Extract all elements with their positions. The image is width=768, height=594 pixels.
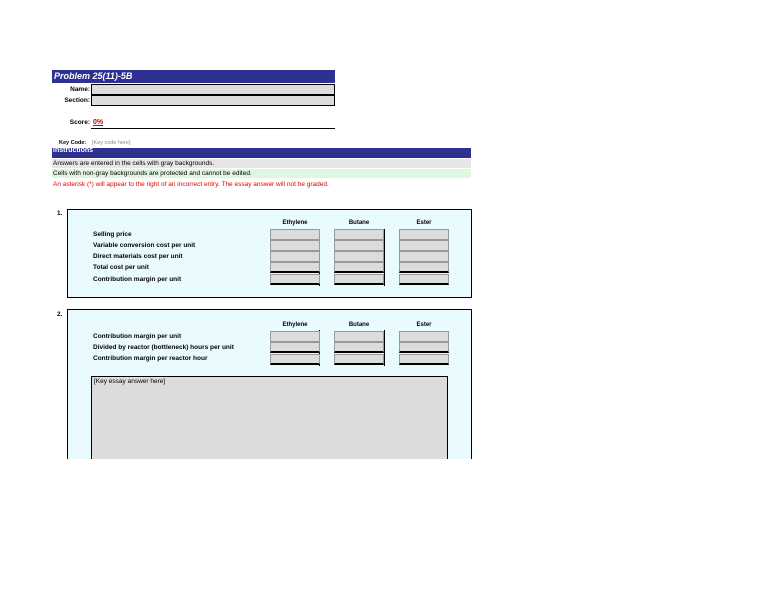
part1-row-label: Variable conversion cost per unit [93, 242, 196, 249]
part2-cell[interactable] [334, 342, 384, 353]
score-value: 0% [93, 119, 104, 126]
part1-cell[interactable] [270, 274, 320, 285]
part1-cell[interactable] [334, 229, 384, 240]
instructions-title: Instructions [52, 148, 471, 158]
score-label: Score: [69, 119, 90, 126]
part2-col-butane: Butane [348, 322, 370, 328]
part1-col-butane: Butane [348, 220, 370, 226]
name-input[interactable] [91, 84, 335, 95]
part1-cell[interactable] [270, 229, 320, 240]
part1-cell[interactable] [270, 240, 320, 251]
part1-cell[interactable] [270, 262, 320, 273]
part1-cell[interactable] [399, 229, 449, 240]
part1-cell[interactable] [399, 240, 449, 251]
part1-row-label: Total cost per unit [93, 264, 149, 271]
part2-cell[interactable] [270, 342, 320, 353]
part1-row-label: Contribution margin per unit [93, 276, 182, 283]
problem-title: Problem 25(11)-5B [52, 70, 335, 83]
part2-cell[interactable] [334, 331, 384, 342]
part1-cell[interactable] [399, 262, 449, 273]
part1-col-ester: Ester [416, 220, 432, 226]
part2-col-ester: Ester [416, 322, 432, 328]
keycode-value: [Key code here] [92, 140, 131, 146]
essay-answer-box[interactable]: [Key essay answer here] [91, 376, 448, 459]
part1-cell[interactable] [334, 240, 384, 251]
part1-divider [384, 229, 385, 286]
part1-cell[interactable] [399, 251, 449, 262]
part1-cell[interactable] [399, 274, 449, 285]
score-underline [91, 128, 335, 129]
part1-row-label: Selling price [93, 231, 132, 238]
part2-cell[interactable] [270, 354, 320, 365]
part2-cell[interactable] [399, 342, 449, 353]
part2-row-label: Contribution margin per reactor hour [93, 355, 208, 362]
part1-col-ethylene: Ethylene [282, 220, 308, 226]
part1-cell[interactable] [334, 274, 384, 285]
instruction-line-2: Cells with non-gray backgrounds are protected and cannot be edited. [52, 169, 471, 178]
part2-cell[interactable] [334, 354, 384, 365]
warning-text: An asterisk (*) will appear to the right of an incorrect entry. The essay answer will not be graded. [53, 181, 329, 188]
keycode-label: Key Code: [59, 140, 87, 146]
part2-row-label: Divided by reactor (bottleneck) hours per unit [93, 344, 234, 351]
part2-cell[interactable] [399, 354, 449, 365]
part2-divider [384, 330, 385, 366]
part1-cell[interactable] [334, 251, 384, 262]
part2-cell[interactable] [270, 331, 320, 342]
name-label: Name: [70, 86, 90, 93]
part1-cell[interactable] [334, 262, 384, 273]
section-label: Section: [64, 97, 90, 104]
part2-col-ethylene: Ethylene [282, 322, 308, 328]
part2-number: 2. [57, 311, 63, 318]
part1-cell[interactable] [270, 251, 320, 262]
section-input[interactable] [91, 95, 335, 106]
part1-number: 1. [57, 210, 63, 217]
part2-row-label: Contribution margin per unit [93, 333, 182, 340]
part2-cell[interactable] [399, 331, 449, 342]
part1-row-label: Direct materials cost per unit [93, 253, 183, 260]
instruction-line-1: Answers are entered in the cells with gray backgrounds. [52, 159, 471, 168]
